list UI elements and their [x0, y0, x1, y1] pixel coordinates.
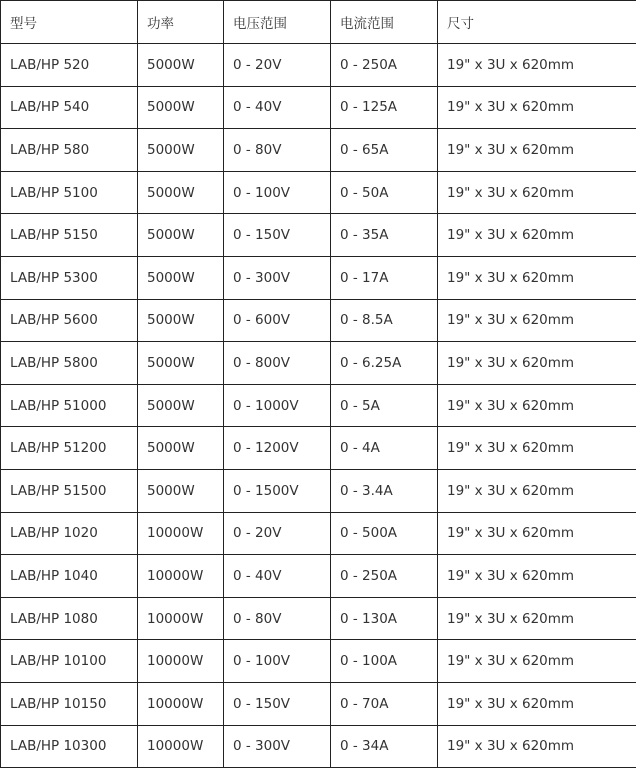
cell-power: 5000W: [138, 171, 224, 214]
header-current-range: 电流范围: [331, 1, 438, 44]
cell-voltage-range: 0 - 150V: [224, 214, 331, 257]
spec-table-body: [1, 44, 636, 768]
cell-voltage-range: 0 - 20V: [224, 44, 331, 87]
cell-model: LAB/HP 580: [1, 129, 138, 172]
header-power: 功率: [138, 1, 224, 44]
header-voltage-range: 电压范围: [224, 1, 331, 44]
cell-model: LAB/HP 520: [1, 44, 138, 87]
cell-model: LAB/HP 51200: [1, 427, 138, 470]
table-row: [1, 44, 636, 87]
cell-model: LAB/HP 1020: [1, 512, 138, 555]
cell-model: LAB/HP 5600: [1, 299, 138, 342]
table-row: [1, 299, 636, 342]
cell-dimensions: 19" x 3U x 620mm: [438, 597, 636, 640]
cell-current-range: 0 - 35A: [331, 214, 438, 257]
cell-dimensions: 19" x 3U x 620mm: [438, 640, 636, 683]
cell-model: LAB/HP 1040: [1, 555, 138, 598]
cell-power: 10000W: [138, 682, 224, 725]
cell-model: LAB/HP 10150: [1, 682, 138, 725]
cell-voltage-range: 0 - 100V: [224, 171, 331, 214]
table-row: [1, 256, 636, 299]
cell-current-range: 0 - 4A: [331, 427, 438, 470]
cell-current-range: 0 - 500A: [331, 512, 438, 555]
table-row: [1, 682, 636, 725]
cell-voltage-range: 0 - 100V: [224, 640, 331, 683]
cell-model: LAB/HP 51500: [1, 469, 138, 512]
cell-current-range: 0 - 34A: [331, 725, 438, 768]
cell-power: 10000W: [138, 597, 224, 640]
cell-model: LAB/HP 1080: [1, 597, 138, 640]
cell-model: LAB/HP 10300: [1, 725, 138, 768]
cell-current-range: 0 - 125A: [331, 86, 438, 129]
cell-current-range: 0 - 50A: [331, 171, 438, 214]
cell-power: 10000W: [138, 640, 224, 683]
cell-dimensions: 19" x 3U x 620mm: [438, 512, 636, 555]
cell-voltage-range: 0 - 80V: [224, 597, 331, 640]
cell-model: LAB/HP 540: [1, 86, 138, 129]
cell-voltage-range: 0 - 1000V: [224, 384, 331, 427]
cell-power: 10000W: [138, 555, 224, 598]
cell-dimensions: 19" x 3U x 620mm: [438, 384, 636, 427]
cell-voltage-range: 0 - 300V: [224, 725, 331, 768]
cell-voltage-range: 0 - 800V: [224, 342, 331, 385]
table-row: [1, 597, 636, 640]
cell-current-range: 0 - 100A: [331, 640, 438, 683]
cell-current-range: 0 - 65A: [331, 129, 438, 172]
table-row: [1, 214, 636, 257]
cell-current-range: 0 - 250A: [331, 555, 438, 598]
cell-dimensions: 19" x 3U x 620mm: [438, 469, 636, 512]
cell-power: 5000W: [138, 342, 224, 385]
cell-dimensions: 19" x 3U x 620mm: [438, 725, 636, 768]
cell-voltage-range: 0 - 80V: [224, 129, 331, 172]
table-row: [1, 86, 636, 129]
cell-power: 5000W: [138, 44, 224, 87]
cell-current-range: 0 - 70A: [331, 682, 438, 725]
cell-power: 5000W: [138, 427, 224, 470]
cell-power: 10000W: [138, 512, 224, 555]
cell-voltage-range: 0 - 40V: [224, 86, 331, 129]
header-row: [1, 1, 636, 44]
cell-power: 5000W: [138, 469, 224, 512]
cell-dimensions: 19" x 3U x 620mm: [438, 171, 636, 214]
header-model: 型号: [1, 1, 138, 44]
cell-dimensions: 19" x 3U x 620mm: [438, 299, 636, 342]
cell-current-range: 0 - 8.5A: [331, 299, 438, 342]
table-row: [1, 342, 636, 385]
table-row: [1, 469, 636, 512]
cell-power: 5000W: [138, 86, 224, 129]
cell-current-range: 0 - 3.4A: [331, 469, 438, 512]
table-row: [1, 384, 636, 427]
table-row: [1, 427, 636, 470]
header-dimensions: 尺寸: [438, 1, 636, 44]
table-row: [1, 640, 636, 683]
cell-dimensions: 19" x 3U x 620mm: [438, 555, 636, 598]
cell-model: LAB/HP 10100: [1, 640, 138, 683]
table-row: [1, 555, 636, 598]
cell-dimensions: 19" x 3U x 620mm: [438, 86, 636, 129]
cell-power: 5000W: [138, 299, 224, 342]
cell-power: 10000W: [138, 725, 224, 768]
cell-dimensions: 19" x 3U x 620mm: [438, 682, 636, 725]
cell-power: 5000W: [138, 256, 224, 299]
cell-dimensions: 19" x 3U x 620mm: [438, 256, 636, 299]
cell-voltage-range: 0 - 300V: [224, 256, 331, 299]
cell-dimensions: 19" x 3U x 620mm: [438, 427, 636, 470]
cell-model: LAB/HP 51000: [1, 384, 138, 427]
cell-model: LAB/HP 5300: [1, 256, 138, 299]
table-row: [1, 129, 636, 172]
cell-current-range: 0 - 250A: [331, 44, 438, 87]
table-row: [1, 171, 636, 214]
cell-dimensions: 19" x 3U x 620mm: [438, 44, 636, 87]
spec-table-header: [1, 1, 636, 44]
cell-dimensions: 19" x 3U x 620mm: [438, 342, 636, 385]
cell-power: 5000W: [138, 214, 224, 257]
cell-current-range: 0 - 5A: [331, 384, 438, 427]
cell-voltage-range: 0 - 20V: [224, 512, 331, 555]
cell-dimensions: 19" x 3U x 620mm: [438, 214, 636, 257]
cell-voltage-range: 0 - 1500V: [224, 469, 331, 512]
cell-power: 5000W: [138, 384, 224, 427]
cell-model: LAB/HP 5100: [1, 171, 138, 214]
cell-voltage-range: 0 - 600V: [224, 299, 331, 342]
table-row: [1, 512, 636, 555]
cell-model: LAB/HP 5800: [1, 342, 138, 385]
cell-current-range: 0 - 130A: [331, 597, 438, 640]
cell-model: LAB/HP 5150: [1, 214, 138, 257]
cell-voltage-range: 0 - 1200V: [224, 427, 331, 470]
cell-voltage-range: 0 - 40V: [224, 555, 331, 598]
cell-current-range: 0 - 6.25A: [331, 342, 438, 385]
cell-voltage-range: 0 - 150V: [224, 682, 331, 725]
table-row: [1, 725, 636, 768]
cell-power: 5000W: [138, 129, 224, 172]
cell-current-range: 0 - 17A: [331, 256, 438, 299]
cell-dimensions: 19" x 3U x 620mm: [438, 129, 636, 172]
